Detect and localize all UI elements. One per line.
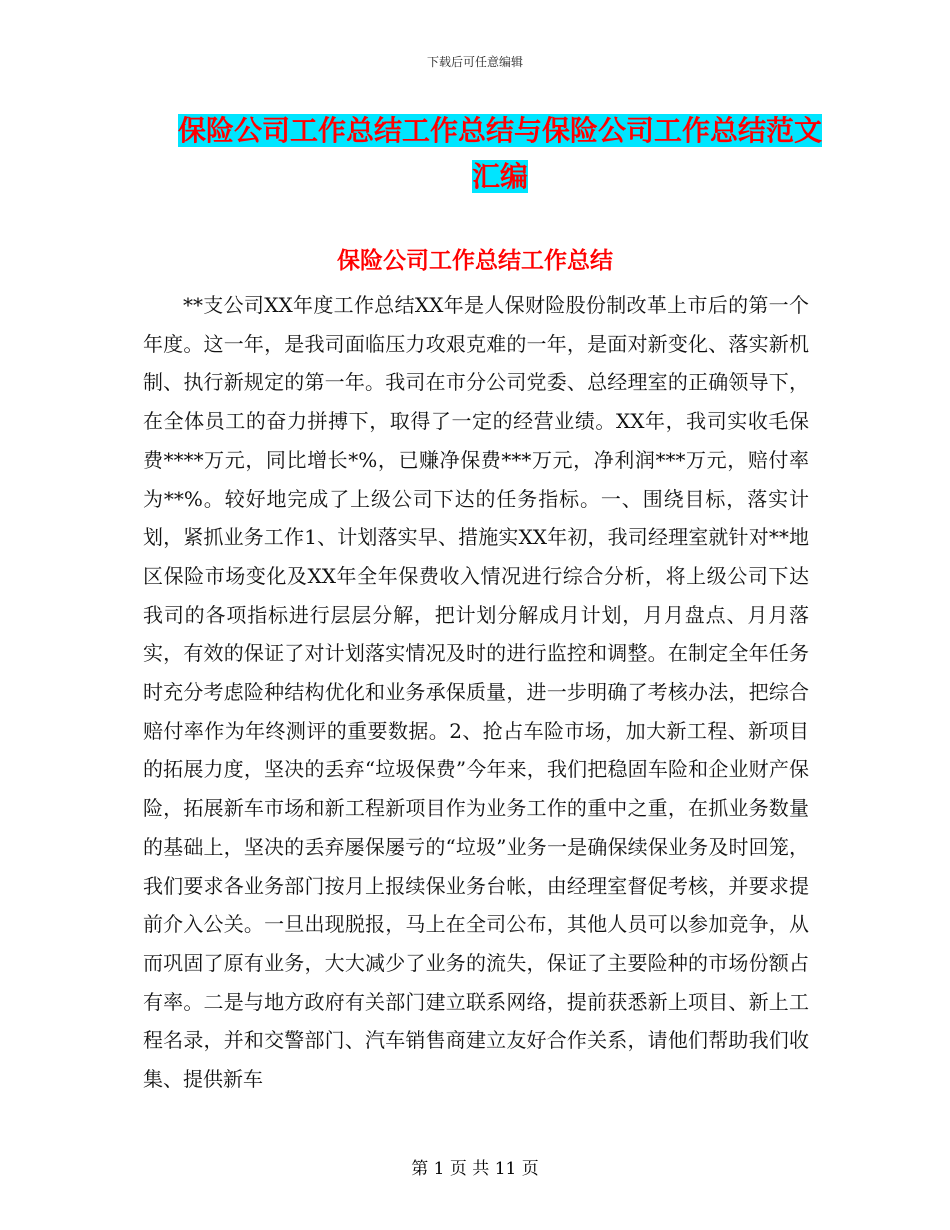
page-number-footer: 第 1 页 共 11 页 xyxy=(411,1159,539,1179)
document-title xyxy=(150,108,850,200)
document-title-line-2: 汇编 xyxy=(471,160,528,193)
document-title-line-1: 保险公司工作总结工作总结与保险公司工作总结范文 xyxy=(177,114,822,147)
header-note: 下载后可任意编辑 xyxy=(426,55,523,69)
body-paragraph: **支公司XX年度工作总结XX年是人保财险股份制改革上市后的第一个年度。这一年，是我司面临压力攻艰克难的一年，是面对新变化、落实新机制、执行新规定的第一年。我司在市分公司党委、总经理室的正确领导下，在全体员工的奋力拼搏下，取得了一定的经营业绩。XX年，我司实收毛保费****万元，同比增长*%，已赚净保费***万元，净利润***万元，赔付率为**%。较好地完成了上级公司下达的任务指标。一、围绕目标，落实计划，紧抓业务工作1、计划落实早、措施实XX年初，我司经理室就针对**地区保险市场变化及XX年全年保费收入情况进行综合分析，将上级公司下达我司的各项指标进行层层分解，把计划分解成月计划，月月盘点、月月落实，有效的保证了对计划落实情况及时的进行监控和调整。在制定全年任务时充分考虑险种结构优化和业务承保质量，进一步明确了考核办法，把综合赔付率作为年终测评的重要数据。2、抢占车险市场，加大新工程、新项目的拓展力度，坚决的丢弃“垃圾保费”今年来，我们把稳固车险和企业财产保险，拓展新车市场和新工程新项目作为业务工作的重中之重，在抓业务数量的基础上，坚决的丢弃屡保屡亏的“垃圾”业务一是确保续保业务及时回笼，我们要求各业务部门按月上报续保业务台帐，由经理室督促考核，并要求提前介入公关。一旦出现脱报，马上在全司公布，其他人员可以参加竞争，从而巩固了原有业务，大大减少了业务的流失，保证了主要险种的市场份额占有率。二是与地方政府有关部门建立联系网络，提前获悉新上项目、新上工程名录，并和交警部门、汽车销售商建立友好合作关系，请他们帮助我们收集、提供新车 xyxy=(143,293,809,1092)
section-title: 保险公司工作总结工作总结 xyxy=(337,248,613,274)
